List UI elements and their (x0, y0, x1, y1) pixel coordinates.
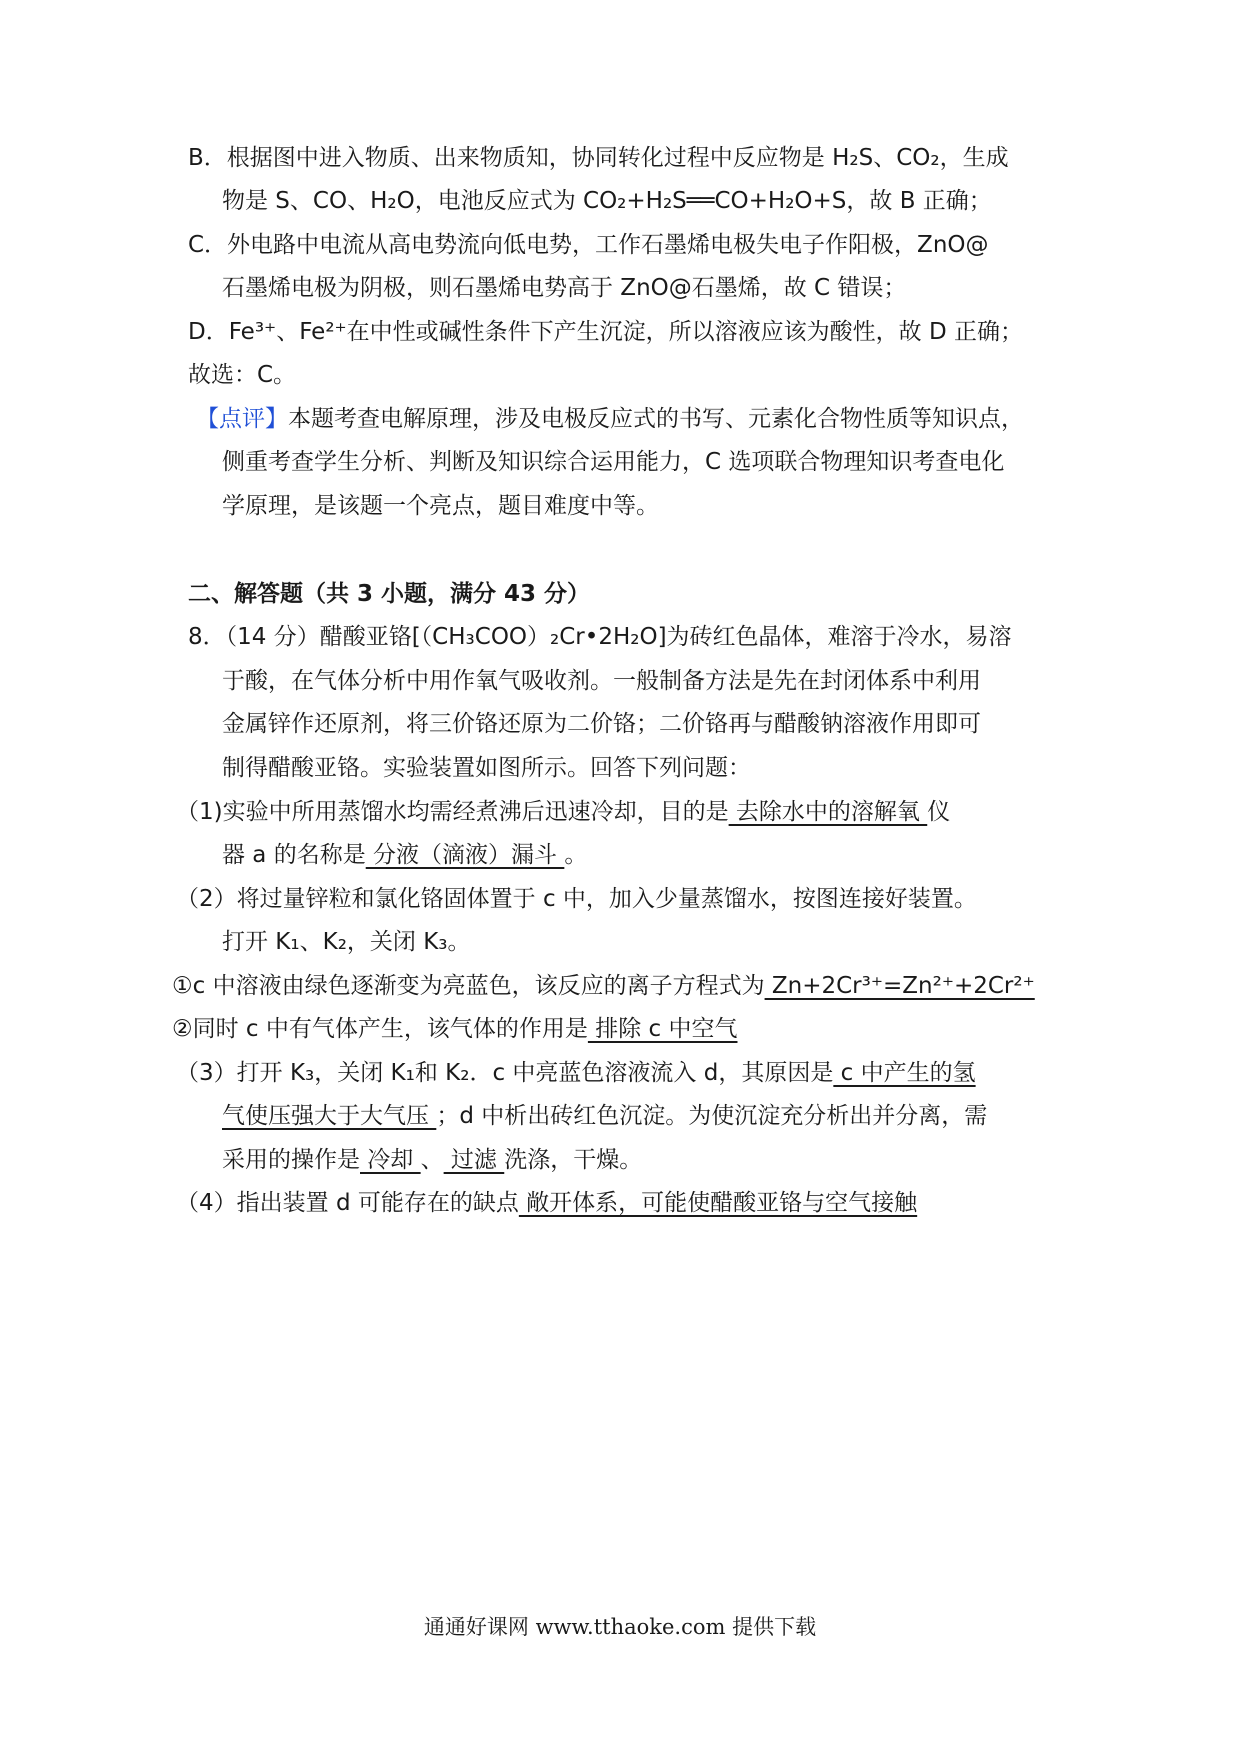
q8-part1-text-b: 仪 (927, 799, 951, 825)
comment-tag: 【点评】 (196, 406, 288, 432)
q8-part3-line-2 (222, 1099, 1058, 1133)
q8-part1-line-2 (222, 838, 1058, 872)
comment-text-1: 本题考查电解原理，涉及电极反应式的书写、元素化合物性质等知识点， (288, 406, 1024, 432)
q8-part1-answer-2: 分液（滴液）漏斗 (365, 842, 565, 868)
q8-part3-text-b: ；d 中析出砖红色沉淀。为使沉淀充分析出并分离，需 (436, 1103, 988, 1129)
q8-stem-line-3: 金属锌作还原剂，将三价铬还原为二价铬；二价铬再与醋酸钠溶液作用即可 (222, 711, 981, 737)
q8-part2-line-1: （2）将过量锌粒和氯化铬固体置于 c 中，加入少量蒸馏水，按图连接好装置。 (176, 886, 977, 912)
q8-part3-answer-2: 冷却 (360, 1147, 421, 1173)
q8-part2-sub2-text: ②同时 c 中有气体产生，该气体的作用是 (172, 1016, 588, 1042)
q8-part3-answer-1a: c 中产生的氢 (833, 1060, 976, 1086)
option-b-line-2: 物是 S、CO、H₂O，电池反应式为 CO₂+H₂S══CO+H₂O+S，故 B 正确； (222, 188, 992, 214)
q8-part1-answer-1: 去除水中的溶解氧 (728, 799, 928, 825)
q8-part1-text-d: 。 (564, 842, 588, 868)
q8-stem-line-2: 于酸，在气体分析中用作氧气吸收剂。一般制备方法是先在封闭体系中利用 (222, 668, 981, 694)
answer-choice: 故选：C。 (188, 362, 297, 388)
q8-part4-line (176, 1186, 1046, 1220)
section-title: 二、解答题（共 3 小题，满分 43 分） (188, 581, 591, 607)
q8-part3-text-c: 采用的操作是 (222, 1147, 360, 1173)
page-footer: 通通好课网 www.tthaoke.com 提供下载 (423, 1615, 817, 1639)
q8-part2-sub1-answer: Zn+2Cr³⁺=Zn²⁺+2Cr²⁺ (764, 973, 1035, 999)
option-b-line-1: B．根据图中进入物质、出来物质知，协同转化过程中反应物是 H₂S、CO₂，生成 (188, 145, 1009, 171)
q8-part3-text-e: 洗涤，干燥。 (504, 1147, 643, 1173)
q8-part3-line-3 (222, 1143, 1058, 1177)
q8-part3-line-1 (176, 1056, 1046, 1090)
q8-part1-line-1 (176, 795, 1046, 829)
q8-part2-sub2 (172, 1012, 1042, 1046)
q8-part2-sub1-text: ①c 中溶液由绿色逐渐变为亮蓝色，该反应的离子方程式为 (172, 973, 765, 999)
option-c-line-1: C．外电路中电流从高电势流向低电势，工作石墨烯电极失电子作阳极，ZnO@ (188, 232, 989, 258)
q8-part2-sub1 (172, 969, 1052, 1003)
q8-stem-line-1: 8．（14 分）醋酸亚铬[（CH₃COO）₂Cr•2H₂O]为砖红色晶体，难溶于冷水，易溶 (188, 624, 1012, 650)
q8-part2-line-2: 打开 K₁、K₂，关闭 K₃。 (222, 929, 471, 955)
q8-part3-text-d: 、 (420, 1147, 444, 1173)
comment-line-2: 侧重考查学生分析、判断及知识综合运用能力，C 选项联合物理知识考查电化 (222, 449, 1005, 475)
q8-stem-line-4: 制得醋酸亚铬。实验装置如图所示。回答下列问题： (222, 755, 751, 781)
q8-part4-text: （4）指出装置 d 可能存在的缺点 (176, 1190, 519, 1216)
q8-part3-answer-1b: 气使压强大于大气压 (222, 1103, 437, 1129)
option-c-line-2: 石墨烯电极为阴极，则石墨烯电势高于 ZnO@石墨烯，故 C 错误； (222, 275, 907, 301)
q8-part1-text-c: 器 a 的名称是 (222, 842, 366, 868)
option-d-line: D．Fe³⁺、Fe²⁺在中性或碱性条件下产生沉淀，所以溶液应该为酸性，故 D 正确； (188, 319, 1024, 345)
q8-part4-answer: 敞开体系，可能使醋酸亚铬与空气接触 (518, 1190, 918, 1216)
q8-part3-text-a: （3）打开 K₃，关闭 K₁和 K₂．c 中亮蓝色溶液流入 d，其原因是 (176, 1060, 834, 1086)
q8-part3-answer-3: 过滤 (443, 1147, 505, 1173)
comment-line-1 (196, 402, 1066, 436)
q8-part1-text: （1)实验中所用蒸馏水均需经煮沸后迅速冷却，目的是 (176, 799, 729, 825)
comment-line-3: 学原理，是该题一个亮点，题目难度中等。 (222, 493, 659, 519)
q8-part2-sub2-answer: 排除 c 中空气 (587, 1016, 738, 1042)
